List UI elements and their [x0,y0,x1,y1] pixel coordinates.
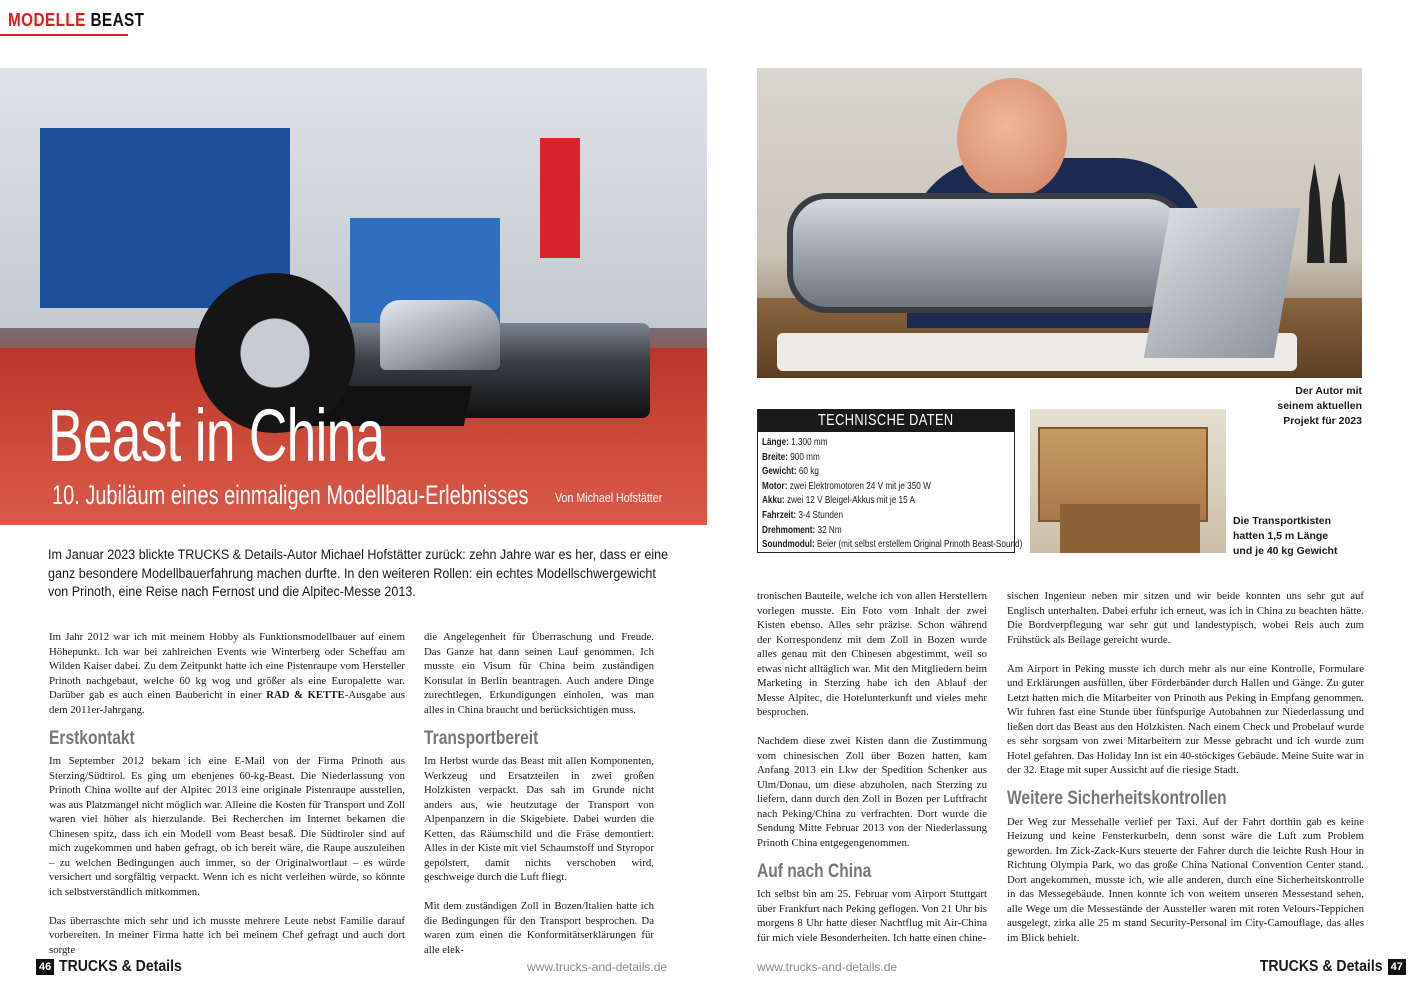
tech-data-title: TECHNISCHE DATEN [758,410,1014,432]
heading-weitere-sicherheitskontrollen: Weitere Sicherheitskontrollen [1007,788,1227,809]
paragraph: Nachdem diese zwei Kisten dann die Zustimmung vom chinesischen Zoll über Bozen hatten, kam Anfang 2013 ein Lkw der Spedition Schenker aus Ulm/Donau, um diese abzuholen, nach Sterzing zu liefern, dann durch den Zoll in Bozen per Luftfracht nach Peking/China zu verfrachten. Dort wurde die Sendung Mitte Februar 2013 von der Niederlassung Prinoth China entgegengenommen. [757,735,987,849]
intro-text: Im Januar 2023 blickte TRUCKS & Details-Autor Michael Hofstätter zurück: zehn Jahre war es her, dass er eine ganz besondere Modellbauerfahrung machen durfte. In den weiteren Rollen: ein echtes Modellschwergewicht von Prinoth, eine Reise nach Fernost und die Alpitec-Messe 2013. [48,547,669,599]
boxes-photo [1030,409,1226,553]
article-subtitle: 10. Jubiläum eines einmaligen Modellbau-Erlebnisses [52,480,529,510]
page-number-left: 46 [36,959,54,975]
article-title: Beast in China [48,394,385,477]
paragraph: die Angelegenheit für Überraschung und Freude. Das Ganze hat dann seinen Lauf genommen. Ich musste ein Visum für China beim zuständigen Konsulat in Berlin beantragen. Auch andere Dinge zurechtlegen, Erkundigungen einholen, was man alles in China braucht und berücksichtigen muss. [424,631,654,716]
author-photo [757,68,1362,378]
tech-row: Soundmodul: Beier (mit selbst erstellem Original Prinoth Beast-Sound) [762,538,1023,551]
column-1 [49,630,405,972]
paragraph: Im Herbst wurde das Beast mit allen Komponenten, Werkzeug und Ersatzteilen in zwei großen Holzkisten verpackt. Das sah im Grunde nicht anders aus, wie heutzutage der Transport von Alpenpanzern in die Skigebiete. Dabei wurden die Ketten, das Räumschild und die Fräse demontiert. Alles in der Kiste mit viel Schaumstoff und Styropor gepolstert, damit nichts verschoben wird, geschweige durch die Luft fliegt. [424,755,654,883]
article-author: Von Michael Hofstätter [555,490,663,505]
column-4 [1007,589,1364,960]
paragraph: Ich selbst bin am 25. Februar vom Airport Stuttgart über Frankfurt nach Peking geflogen. Von 21 Uhr bis morgens 8 Uhr hatte dieser Nachtflug mit Air-China für mich viele Besonderheiten. Ich hatte einen chine- [757,888,987,944]
paragraph: tronischen Bauteile, welche ich von allen Herstellern vorlegen musste. Ein Foto vom Inhalt der zwei Kisten ebenso. Alles sehr präzise. Schon während der Korrespondenz mit dem Zoll in Bozen wurde alles genau mit den Chinesen abgestimmt, weil so etwas nicht alltäglich war. Mit den Mitgliedern beim Marketing in Sterzing habe ich den Ablauf der Messe Alpitec, die Hotelunterkunft und vieles mehr besprochen. [757,590,987,718]
tech-row: Gewicht: 60 kg [762,465,819,478]
paragraph: Am Airport in Peking musste ich durch mehr als nur eine Kontrolle, Formulare und Erklärungen ausfüllen, über Förderbänder durch Hallen und Gänge. Zu guter Letzt hatten mich die Mitarbeiter von Prinoth aus Peking in Empfang genommen. Wir fuhren fast eine Stunde über fünfspurige Autobahnen zur Niederlassung und ließen dort das Beast aus den Holzkisten. Nach einem Check und Probelauf wurde es sehr sorgsam von zwei Mitarbeitern zur Messe gebracht und ich wurde zum Hotel gefahren. Das Holiday Inn ist ein 40-stöckiges Gebäude. Meine Suite war in der 32. Etage mit super Aussicht auf die riesige Stadt. [1007,662,1364,776]
tech-row: Breite: 900 mm [762,450,820,463]
tech-data-box [757,409,1023,553]
section-tag-red: MODELLE [8,10,86,30]
paragraph: Mit dem zuständigen Zoll in Bozen/Italien hatte ich die Bedingungen für den Transport besprochen. Da waren zum einen die Konformitätserklärungen für alle elek- [424,900,654,956]
section-tag [8,10,144,31]
paragraph: Im Jahr 2012 war ich mit meinem Hobby als Funktionsmodellbauer auf einem Höhepunkt. Ich war bei zahlreichen Events wie Winterberg oder Scheffau am Wilden Kaiser dabei. Zu dem Zeitpunkt hatte ich eine Pistenraupe vom Hersteller Prinoth nachgebaut, welche 60 kg wog und größer als eine Europalette war. Darüber gab es auch einen Baubericht in einer RAD & KETTE-Ausgabe aus dem 2011er-Jahrgang. [49,631,405,716]
heading-erstkontakt: Erstkontakt [49,727,135,749]
footer-left [36,956,199,976]
author-photo-caption: Der Autor mit seinem aktuellen Projekt für 2023 [1277,385,1362,427]
column-2 [424,630,654,972]
paragraph: sischen Ingenieur neben mir sitzen und wir beide konnten uns sehr gut auf Englisch unterhalten. Dabei erfuhr ich erneut, was ich in China zu beachten hätte. Die Bordverpflegung war sehr gut und landestypisch, wobei Reis auch zum Frühstück als Beilage gereicht wurde. [1007,590,1364,646]
paragraph: Das überraschte mich sehr und ich musste mehrere Leute nebst Familie darauf vorbereiten. In meiner Firma hatte ich bei meinem Chef gefragt und auch dort sorgte [49,914,405,956]
tech-row: Drehmoment: 32 Nm [762,523,842,536]
boxes-photo-caption: Die Transportkisten hatten 1,5 m Länge und je 40 kg Gewicht [1233,515,1338,557]
column-3 [757,589,987,960]
paragraph: Der Weg zur Messehalle verlief per Taxi. Auf der Fahrt dorthin gab es keine Heizung und keine Fensterkurbeln, denn sonst wäre die Luft zum Problem geworden. Im Zick-Zack-Kurs steuerte der Fahrer durch die leichte Rush Hour in Richtung Olympia Park, wo das große China National Convention Center stand. Dort angekommen, musste ich, wie alle anderen, durch eine Sicherheitskontrolle in das Messegebäude. Innen konnte ich von weitem unseren Messestand sehen, alle Wege um die Messestände der Aussteller waren mit roten Velours-Teppichen ausgelegt, zirka alle 25 m stand Security-Personal im City-Camouflage, das alles im Blick behielt. [1007,815,1364,944]
page-number-right: 47 [1388,959,1406,975]
tech-row: Akku: zwei 12 V Bleigel-Akkus mit je 15 A [762,494,915,507]
footer-url-left[interactable]: www.trucks-and-details.de [527,960,668,974]
paragraph: Im September 2012 bekam ich eine E-Mail von der Firma Prinoth aus Sterzing/Südtirol. Es ging um ebenjenes 60-kg-Beast. Die Niederlassung von Prinoth China wollte auf der Alpitec 2013 eine originale Pistenraupe ausstellen, was aus Platzmangel nicht möglich war. Alleine die Kosten für Transport und Zoll waren viel höher als hierzulande. Bei Recherchen im Internet bekamen die Chinesen spitz, dass ich ein Modell vom Beast besaß. Die Südtiroler sind auf mich zugekommen und haben gefragt, ob ich bereit wäre, die Raupe auszuleihen – zu welchen Bedingungen auch immer, so der Originalwortlaut – es würde versichert und sorgfältig verpackt. Wenn ich es nicht verleihen würde, so könnte ich selbstverständlich mitkommen. [49,755,405,898]
tech-row: Fahrzeit: 3-4 Stunden [762,508,844,521]
heading-transportbereit: Transportbereit [424,727,539,749]
heading-auf-nach-china: Auf nach China [757,860,872,882]
footer-right [1243,956,1406,976]
section-tag-black: BEAST [90,10,145,30]
tech-row: Länge: 1.300 mm [762,436,828,448]
tech-row: Motor: zwei Elektromotoren 24 V mit je 350 W [762,479,931,492]
magazine-name-left: TRUCKS & Details [59,957,183,975]
footer-url-right[interactable]: www.trucks-and-details.de [757,960,898,974]
section-rule [0,34,128,36]
magazine-name-right: TRUCKS & Details [1259,957,1383,975]
